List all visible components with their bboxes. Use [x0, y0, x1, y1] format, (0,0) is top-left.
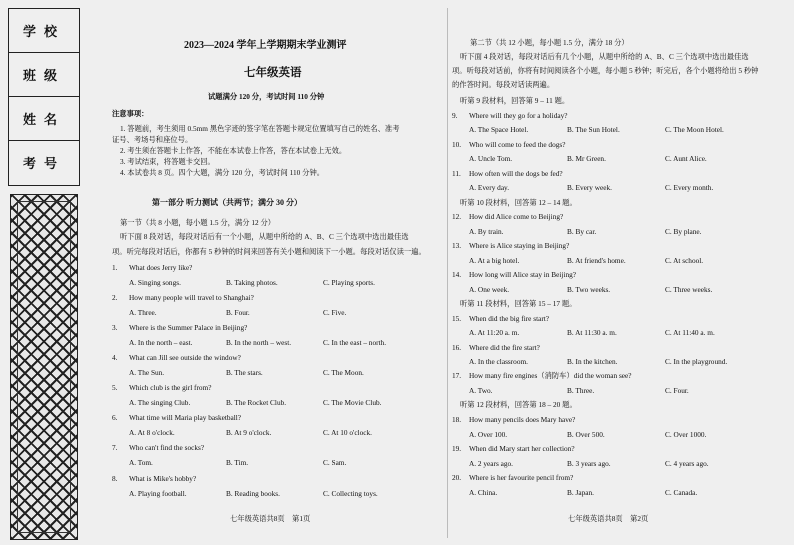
note-line: 1. 答题前，考生须用 0.5mm 黑色字迹的签字笔在答题卡规定位置填写自己的姓名、准考 — [120, 124, 400, 133]
page-footer: 七年级英语共8页 第2页 — [568, 514, 649, 523]
question-number: 14. — [452, 270, 462, 279]
note-line: 2. 考生须在答题卡上作答，不能在本试卷上作答，答在本试卷上无效。 — [120, 146, 347, 155]
instruction-line: 听下面 8 段对话，每段对话后有一个小题，从题中所给的 A、B、C 三个选项中选出最佳选 — [120, 232, 409, 241]
question-number: 13. — [452, 241, 462, 250]
option-c: C. Canada. — [665, 488, 698, 497]
question-number: 6. — [112, 413, 118, 422]
exam-number-label: 考号 — [22, 157, 65, 172]
question-stem: How many fire engines（消防车）did the woman see? — [469, 371, 632, 380]
group-intro: 听第 10 段材料，回答第 12 – 14 题。 — [460, 198, 577, 207]
option-c: C. At school. — [665, 256, 704, 265]
question-stem: How many pencils does Mary have? — [469, 415, 576, 424]
option-c: C. The Moon. — [323, 368, 364, 377]
option-b: B. Three. — [567, 386, 595, 395]
option-a: A. Uncle Tom. — [469, 154, 513, 163]
option-a: A. Singing songs. — [129, 278, 181, 287]
school-label: 学校 — [9, 9, 79, 53]
option-b: B. In the kitchen. — [567, 357, 618, 366]
option-a: A. The Sun. — [129, 368, 165, 377]
option-b: B. Reading books. — [226, 489, 280, 498]
page-footer: 七年级英语共8页 第1页 — [230, 514, 311, 523]
option-a: A. One week. — [469, 285, 510, 294]
question-stem: Which club is the girl from? — [129, 383, 212, 392]
question-number: 5. — [112, 383, 118, 392]
question-stem: How often will the dogs be fed? — [469, 169, 563, 178]
option-c: C. In the east – north. — [323, 338, 387, 347]
option-c: C. Sam. — [323, 458, 347, 467]
question-number: 1. — [112, 263, 118, 272]
option-a: A. 2 years ago. — [469, 459, 513, 468]
option-c: C. The Movie Club. — [323, 398, 382, 407]
question-number: 2. — [112, 293, 118, 302]
option-c: C. Over 1000. — [665, 430, 707, 439]
option-b: B. 3 years ago. — [567, 459, 611, 468]
group-intro: 听第 12 段材料，回答第 18 – 20 题。 — [460, 400, 577, 409]
question-number: 19. — [452, 444, 462, 453]
binding-strip — [8, 8, 80, 538]
name-label: 姓名 — [9, 97, 79, 141]
option-b: B. At 11:30 a. m. — [567, 328, 617, 337]
binding-pattern — [10, 194, 78, 540]
option-c: C. Playing sports. — [323, 278, 375, 287]
question-stem: How long will Alice stay in Beijing? — [469, 270, 577, 279]
part-title: 第一部分 听力测试（共两节；满分 30 分） — [152, 198, 302, 207]
option-b: B. At 9 o'clock. — [226, 428, 272, 437]
option-a: A. In the classroom. — [469, 357, 528, 366]
option-b: B. Tim. — [226, 458, 249, 467]
question-number: 18. — [452, 415, 462, 424]
note-line: 3. 考试结束，将答题卡交回。 — [120, 157, 215, 166]
class-label: 班级 — [9, 53, 79, 97]
question-stem: When did the big fire start? — [469, 314, 550, 323]
notes-heading: 注意事项： — [112, 109, 149, 118]
question-stem: Where is the Summer Palace in Beijing? — [129, 323, 248, 332]
instruction-line: 项。听完每段对话后，你都有 5 秒钟的时间来回答有关小题和阅读下一小题。每段对话仅读一遍。 — [112, 247, 426, 256]
question-number: 9. — [452, 111, 458, 120]
student-info-box — [8, 8, 80, 186]
option-a: A. Tom. — [129, 458, 153, 467]
question-stem: What does Jerry like? — [129, 263, 193, 272]
question-number: 4. — [112, 353, 118, 362]
question-number: 15. — [452, 314, 462, 323]
question-stem: Where did the fire start? — [469, 343, 540, 352]
option-b: B. The Sun Hotel. — [567, 125, 620, 134]
question-number: 10. — [452, 140, 462, 149]
option-c: C. In the playground. — [665, 357, 728, 366]
option-b: B. Every week. — [567, 183, 612, 192]
exam-title: 2023—2024 学年上学期期末学业测评 — [184, 40, 347, 51]
question-number: 7. — [112, 443, 118, 452]
option-a: A. By train. — [469, 227, 504, 236]
option-c: C. Four. — [665, 386, 689, 395]
option-c: C. Every month. — [665, 183, 714, 192]
question-number: 20. — [452, 473, 462, 482]
subject-title: 七年级英语 — [244, 67, 302, 79]
option-c: C. At 11:40 a. m. — [665, 328, 715, 337]
option-b: B. Mr Green. — [567, 154, 606, 163]
question-stem: Where is Alice staying in Beijing? — [469, 241, 570, 250]
option-b: B. At friend's home. — [567, 256, 626, 265]
option-b: B. Taking photos. — [226, 278, 278, 287]
option-a: A. At 11:20 a. m. — [469, 328, 520, 337]
option-c: C. By plane. — [665, 227, 702, 236]
section2-title: 第二节（共 12 小题，每小题 1.5 分，满分 18 分） — [470, 38, 629, 47]
option-a: A. China. — [469, 488, 498, 497]
note-line: 4. 本试卷共 8 页。四个大题，满分 120 分，考试时间 110 分钟。 — [120, 168, 325, 177]
option-b: B. Over 500. — [567, 430, 605, 439]
option-a: A. The singing Club. — [129, 398, 191, 407]
question-stem: Who can't find the socks? — [129, 443, 205, 452]
question-number: 8. — [112, 474, 118, 483]
option-c: C. Three weeks. — [665, 285, 713, 294]
question-stem: Where will they go for a holiday? — [469, 111, 568, 120]
section1-title: 第一节（共 8 小题，每小题 1.5 分，满分 12 分） — [120, 218, 276, 227]
question-stem: When did Mary start her collection? — [469, 444, 575, 453]
option-c: C. The Moon Hotel. — [665, 125, 724, 134]
instruction-line: 的作答时间。每段对话读两遍。 — [452, 80, 555, 89]
question-stem: What is Mike's hobby? — [129, 474, 197, 483]
question-stem: How did Alice come to Beijing? — [469, 212, 564, 221]
question-number: 17. — [452, 371, 462, 380]
option-c: C. 4 years ago. — [665, 459, 709, 468]
question-number: 16. — [452, 343, 462, 352]
option-b: B. The Rocket Club. — [226, 398, 287, 407]
option-b: B. Japan. — [567, 488, 594, 497]
question-number: 3. — [112, 323, 118, 332]
score-line: 试题满分 120 分，考试时间 110 分钟 — [208, 92, 325, 101]
question-stem: Where is her favourite pencil from? — [469, 473, 574, 482]
option-c: C. Collecting toys. — [323, 489, 378, 498]
option-c: C. At 10 o'clock. — [323, 428, 372, 437]
question-stem: What time will Maria play basketball? — [129, 413, 242, 422]
instruction-line: 听下面 4 段对话，每段对话后有几个小题，从题中所给的 A、B、C 三个选项中选出最佳选 — [460, 52, 749, 61]
option-a: A. The Space Hotel. — [469, 125, 529, 134]
option-a: A. In the north – east. — [129, 338, 193, 347]
option-c: C. Aunt Alice. — [665, 154, 707, 163]
option-b: B. By car. — [567, 227, 597, 236]
option-b: B. In the north – west. — [226, 338, 292, 347]
option-a: A. Every day. — [469, 183, 510, 192]
question-stem: How many people will travel to Shanghai? — [129, 293, 254, 302]
option-a: A. Playing football. — [129, 489, 187, 498]
note-line: 证号、考场号和座位号。 — [112, 135, 193, 144]
question-number: 12. — [452, 212, 462, 221]
option-c: C. Five. — [323, 308, 347, 317]
option-a: A. At a big hotel. — [469, 256, 520, 265]
instruction-line: 项。听每段对话前，你将有时间阅读各个小题，每小题 5 秒钟；听完后，各个小题将给出 5 秒钟 — [452, 66, 759, 75]
group-intro: 听第 9 段材料，回答第 9 – 11 题。 — [460, 96, 570, 105]
question-number: 11. — [452, 169, 461, 178]
question-stem: What can Jill see outside the window? — [129, 353, 241, 362]
option-a: A. Two. — [469, 386, 493, 395]
option-b: B. Four. — [226, 308, 250, 317]
option-a: A. Over 100. — [469, 430, 508, 439]
option-a: A. At 8 o'clock. — [129, 428, 175, 437]
question-stem: Who will come to feed the dogs? — [469, 140, 566, 149]
column-divider — [447, 8, 448, 538]
option-b: B. Two weeks. — [567, 285, 611, 294]
option-b: B. The stars. — [226, 368, 263, 377]
group-intro: 听第 11 段材料，回答第 15 – 17 题。 — [460, 299, 577, 308]
option-a: A. Three. — [129, 308, 157, 317]
